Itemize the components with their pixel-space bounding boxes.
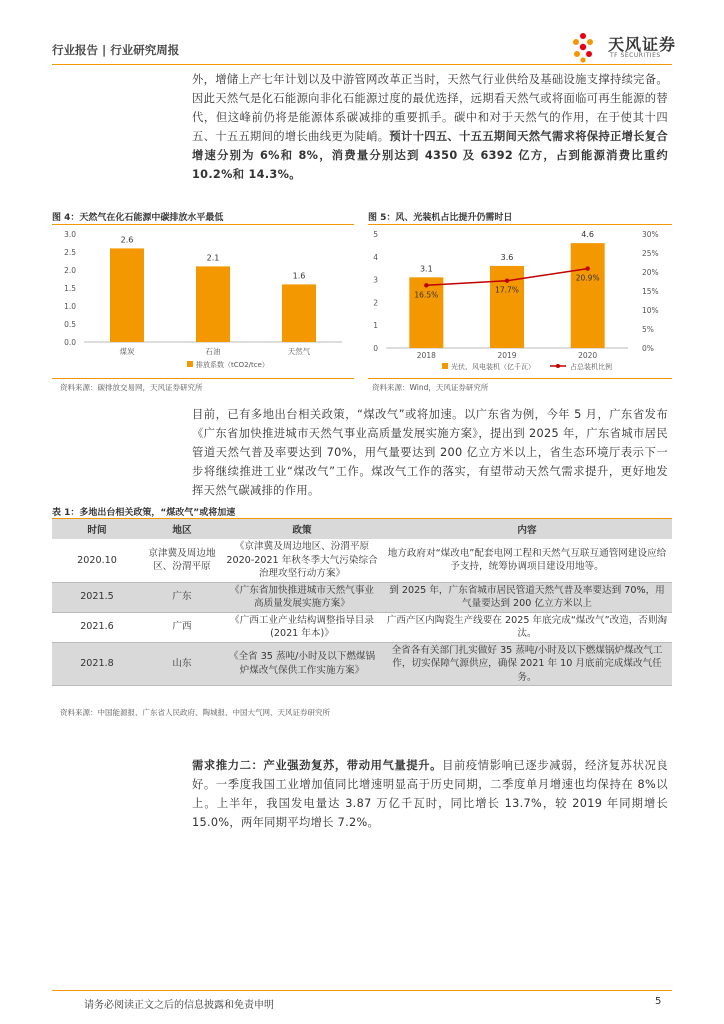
- fig5-legend-line-label: 占总装机比例: [570, 363, 612, 371]
- demand-bold-text: 需求推力二：产业强劲复苏，带动用气量提升。: [192, 759, 443, 772]
- fig4-data-label: 2.6: [120, 235, 134, 245]
- table-header-cell: 政策: [222, 519, 382, 540]
- fig5-ytick-left-label: 0: [373, 344, 378, 353]
- fig5-ytick-right-label: 15%: [642, 287, 659, 296]
- fig4-title-divider: [52, 224, 354, 225]
- table-cell-region: 广西: [142, 612, 222, 642]
- table-cell-region: 京津冀及周边地区、汾渭平原: [142, 539, 222, 582]
- table-cell-time: 2020.10: [52, 539, 142, 582]
- table-cell-time: 2021.8: [52, 642, 142, 686]
- fig5-ytick-left-label: 3: [373, 275, 378, 285]
- table-cell-content: 全省各有关部门扎实做好 35 蒸吨/小时及以下燃煤锅炉煤改气工作，切实保障气源供应，确保 2021 年 10 月底前完成煤改气任务。: [382, 642, 672, 686]
- fig5-ratio-point: [424, 283, 428, 287]
- fig4-source: 资料来源：碳排放交易网，天风证券研究所: [60, 383, 203, 392]
- fig5-ytick-right-label: 5%: [642, 325, 654, 334]
- fig5-bar-data-label: 3.6: [500, 252, 514, 262]
- fig5-xtick-label: 2020: [578, 351, 598, 360]
- intro-text: 外，增储上产七年计划以及中游管网改革正当时，天然气行业供给及基础设施支撑持续完备。因此天然气是化石能源向非化石能源过度的最优选择，远期看天然气或将面临可再生能源的替代，但这峰前仍将是能源体系碳减排的重要抓手。碳中和对于天然气的作用，在于使其十四五、十五五期间的增长曲线更为陡峭。: [192, 73, 668, 143]
- page-number: 5: [655, 996, 662, 1007]
- fig5-ytick-left-label: 4: [373, 252, 378, 262]
- fig5-chart: [368, 226, 672, 376]
- table-cell-policy: 《广东省加快推进城市天然气事业高质量发展实施方案》: [222, 582, 382, 612]
- policy-table: [52, 518, 672, 686]
- table-cell-region: 广东: [142, 582, 222, 612]
- table-row: [52, 642, 672, 686]
- table-cell-policy: 《京津冀及周边地区、汾渭平原 2020-2021 年秋冬季大气污染综合治理攻坚行动方案》: [222, 539, 382, 582]
- fig4-bottom-divider: [52, 378, 354, 379]
- fig4-ytick-label: 0.0: [64, 338, 76, 347]
- fig5-source: 资料来源：Wind，天风证券研究所: [372, 383, 489, 392]
- fig5-bar-data-label: 3.1: [419, 264, 433, 274]
- demand-paragraph: [192, 756, 668, 832]
- fig4-bar: [282, 284, 316, 342]
- table-cell-time: 2021.6: [52, 612, 142, 642]
- fig5-title-divider: [368, 224, 672, 225]
- fig4-xtick-label: 天然气: [287, 347, 311, 356]
- fig4-ytick-label: 1.0: [64, 302, 76, 311]
- demand-text: 目前疫情影响已逐步减弱，经济复苏状况良好。一季度我国工业增加值同比增速明显高于历史同期，二季度单月增速也均保持在 8%以上。上半年，我国发电量达 3.87 万亿千瓦时，同比增长 13.7%，较 2019 年同期增长 15.0%，两年同期平均增长 7.2%。: [192, 759, 668, 829]
- fig5-ytick-right-label: 20%: [642, 268, 659, 277]
- fig5-xtick-label: 2019: [497, 351, 517, 360]
- fig4-data-label: 1.6: [292, 271, 306, 281]
- fig4-xtick-label: 煤炭: [119, 347, 135, 356]
- fig5-bar: [409, 277, 443, 348]
- fig4-ytick-label: 3.0: [64, 230, 76, 239]
- fig4-ytick-label: 2.5: [64, 248, 76, 257]
- table-row: [52, 612, 672, 642]
- fig5-ytick-left-label: 1: [373, 321, 378, 331]
- fig5-line-data-label: 16.5%: [414, 290, 439, 300]
- logo-subtext: TF SECURITIES: [610, 52, 661, 59]
- fig4-xtick-label: 石油: [205, 347, 221, 356]
- table-cell-content: 到 2025 年，广东省城市居民管道天然气普及率要达到 70%，用气量要达到 200 亿立方米以上: [382, 582, 672, 612]
- table-cell-policy: 《广西工业产业结构调整指导目录(2021 年本)》: [222, 612, 382, 642]
- fig5-title: 图 5：风、光装机占比提升仍需时日: [368, 213, 513, 223]
- fig5-ytick-right-label: 0%: [642, 344, 654, 353]
- fig4-bar: [110, 248, 144, 342]
- table-row: [52, 539, 672, 582]
- header-divider: [52, 64, 672, 65]
- footer-disclaimer: 请务必阅读正文之后的信息披露和免责申明: [84, 1000, 274, 1011]
- fig4-title: 图 4：天然气在化石能源中碳排放水平最低: [52, 213, 224, 223]
- fig5-ytick-right-label: 25%: [642, 249, 659, 258]
- table-source: 资料来源：中国能源报、广东省人民政府、陶城报、中国大气网、天风证券研究所: [60, 708, 330, 717]
- fig5-bottom-divider: [368, 378, 672, 379]
- fig5-ratio-point: [585, 266, 589, 270]
- table-header-row: [52, 519, 672, 540]
- table-row: [52, 582, 672, 612]
- table-cell-content: 广西产区内陶瓷生产线要在 2025 年底完成“煤改气”改造，否则淘汰。: [382, 612, 672, 642]
- fig5-legend-bar-label: 光伏、风电装机（亿千瓦）: [451, 363, 535, 371]
- logo-text: 天风证券: [608, 35, 677, 54]
- table-cell-policy: 《全省 35 蒸吨/小时及以下燃煤锅炉煤改气保供工作实施方案》: [222, 642, 382, 686]
- table-title: 表 1：多地出台相关政策，“煤改气”或将加速: [52, 508, 236, 518]
- fig5-legend-bar-swatch: [442, 363, 448, 369]
- fig4-chart: [52, 226, 354, 376]
- fig4-legend-label: 排放系数（tCO2/tce）: [196, 361, 269, 369]
- intro-paragraph: [192, 70, 668, 184]
- fig5-line-data-label: 20.9%: [575, 273, 600, 283]
- fig5-legend-line-marker: [556, 364, 560, 368]
- fig5-ytick-left-label: 5: [373, 230, 378, 239]
- fig5-ytick-right-label: 30%: [642, 230, 659, 239]
- fig4-ytick-label: 2.0: [64, 266, 76, 275]
- fig5-ratio-point: [505, 279, 509, 283]
- fig5-bar: [571, 243, 605, 348]
- footer-divider: [52, 990, 672, 991]
- table-cell-region: 山东: [142, 642, 222, 686]
- fig4-bar: [196, 266, 230, 342]
- table-header-cell: 时间: [52, 519, 142, 540]
- fig5-bar-data-label: 4.6: [581, 230, 595, 240]
- intro-bold-text: 预计十四五、十五五期间天然气需求将保持正增长复合增速分别为 6%和 8%，消费量分别达到 4350 及 6392 亿方，占到能源消费比重约 10.2%和 14.3%。: [192, 130, 668, 181]
- policy-paragraph: 目前，已有多地出台相关政策，“煤改气”或将加速。以广东省为例，今年 5 月，广东省发布《广东省加快推进城市天然气事业高质量发展实施方案》，提出到 2025 年，广东省城市居民管道天然气普及率要达到 70%，用气量要达到 200 亿立方米以上，省生态环境厅表示下一步将继续推进工业“煤改气”工作。煤改气工作的落实，有望带动天然气需求提升，更好地发挥天然气碳减排的作用。: [192, 408, 668, 497]
- fig4-data-label: 2.1: [206, 253, 220, 263]
- fig4-ytick-label: 1.5: [64, 284, 76, 293]
- fig4-ytick-label: 0.5: [64, 320, 76, 329]
- table-header-cell: 地区: [142, 519, 222, 540]
- table-cell-content: 地方政府对“煤改电”配套电网工程和天然气互联互通管网建设应给予支持，统筹协调项目建设用地等。: [382, 539, 672, 582]
- report-header: 行业报告 | 行业研究周报: [52, 43, 180, 57]
- table-header-cell: 内容: [382, 519, 672, 540]
- fig4-legend-swatch: [187, 361, 193, 367]
- fig5-ytick-right-label: 10%: [642, 306, 659, 315]
- fig5-xtick-label: 2018: [416, 351, 436, 360]
- fig5-line-data-label: 17.7%: [495, 285, 519, 295]
- table-cell-time: 2021.5: [52, 582, 142, 612]
- fig5-ytick-left-label: 2: [373, 298, 378, 308]
